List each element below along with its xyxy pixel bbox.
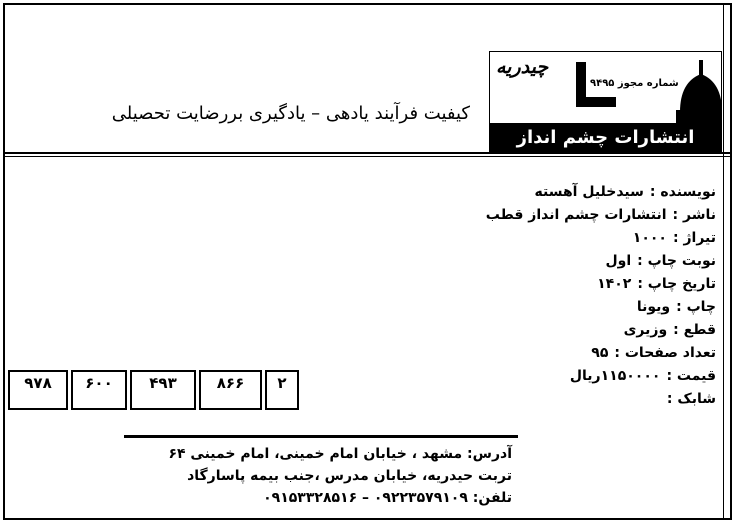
logo-publisher-name: انتشارات چشم انداز قطب [490, 123, 721, 153]
info-row-publisher: ناشر :انتشارات چشم انداز قطب [485, 207, 716, 223]
logo-script-text: چیدریه [496, 56, 549, 78]
address-block [168, 443, 512, 509]
phone-line: تلفن: ۰۹۲۲۳۵۷۹۱۰۹ – ۰۹۱۵۳۳۲۸۵۱۶ [263, 490, 512, 506]
logo-permit-number: شماره مجوز ۹۴۹۵ [590, 78, 679, 89]
isbn-cell: ۶۰۰ [71, 370, 127, 410]
info-row-isbn: شابک : [666, 391, 716, 407]
info-row-price: قیمت :۱۱۵۰۰۰۰ریال [569, 368, 716, 384]
info-row-author: نویسنده :سیدخلیل آهسته [534, 184, 716, 200]
info-row-format: قطع :وزیری [623, 322, 716, 338]
info-row-printer: چاپ :ویونا [636, 299, 716, 315]
info-row-edition: نوبت چاپ :اول [605, 253, 716, 269]
book-title: کیفیت فرآیند یادهی – یادگیری بررضایت تحصیلی [111, 103, 470, 124]
isbn-boxes [8, 370, 302, 410]
isbn-cell: ۲ [265, 370, 299, 410]
isbn-cell: ۸۶۶ [199, 370, 262, 410]
isbn-cell: ۴۹۳ [130, 370, 196, 410]
address-line: تربت حیدریه، خیابان مدرس ،جنب بیمه پاسارگاد [187, 468, 512, 484]
publisher-logo [489, 51, 722, 178]
book-info [416, 181, 716, 411]
address-line: آدرس: مشهد ، خیابان امام خمینی، امام خمینی ۶۴ [168, 446, 512, 462]
isbn-cell: ۹۷۸ [8, 370, 68, 410]
info-row-circulation: تیراژ :۱۰۰۰ [632, 230, 716, 246]
address-rule [124, 435, 518, 438]
info-row-pages: تعداد صفحات :۹۵ [591, 345, 716, 361]
right-border-line [723, 3, 724, 518]
info-row-print-date: تاریخ چاپ :۱۴۰۲ [597, 276, 716, 292]
